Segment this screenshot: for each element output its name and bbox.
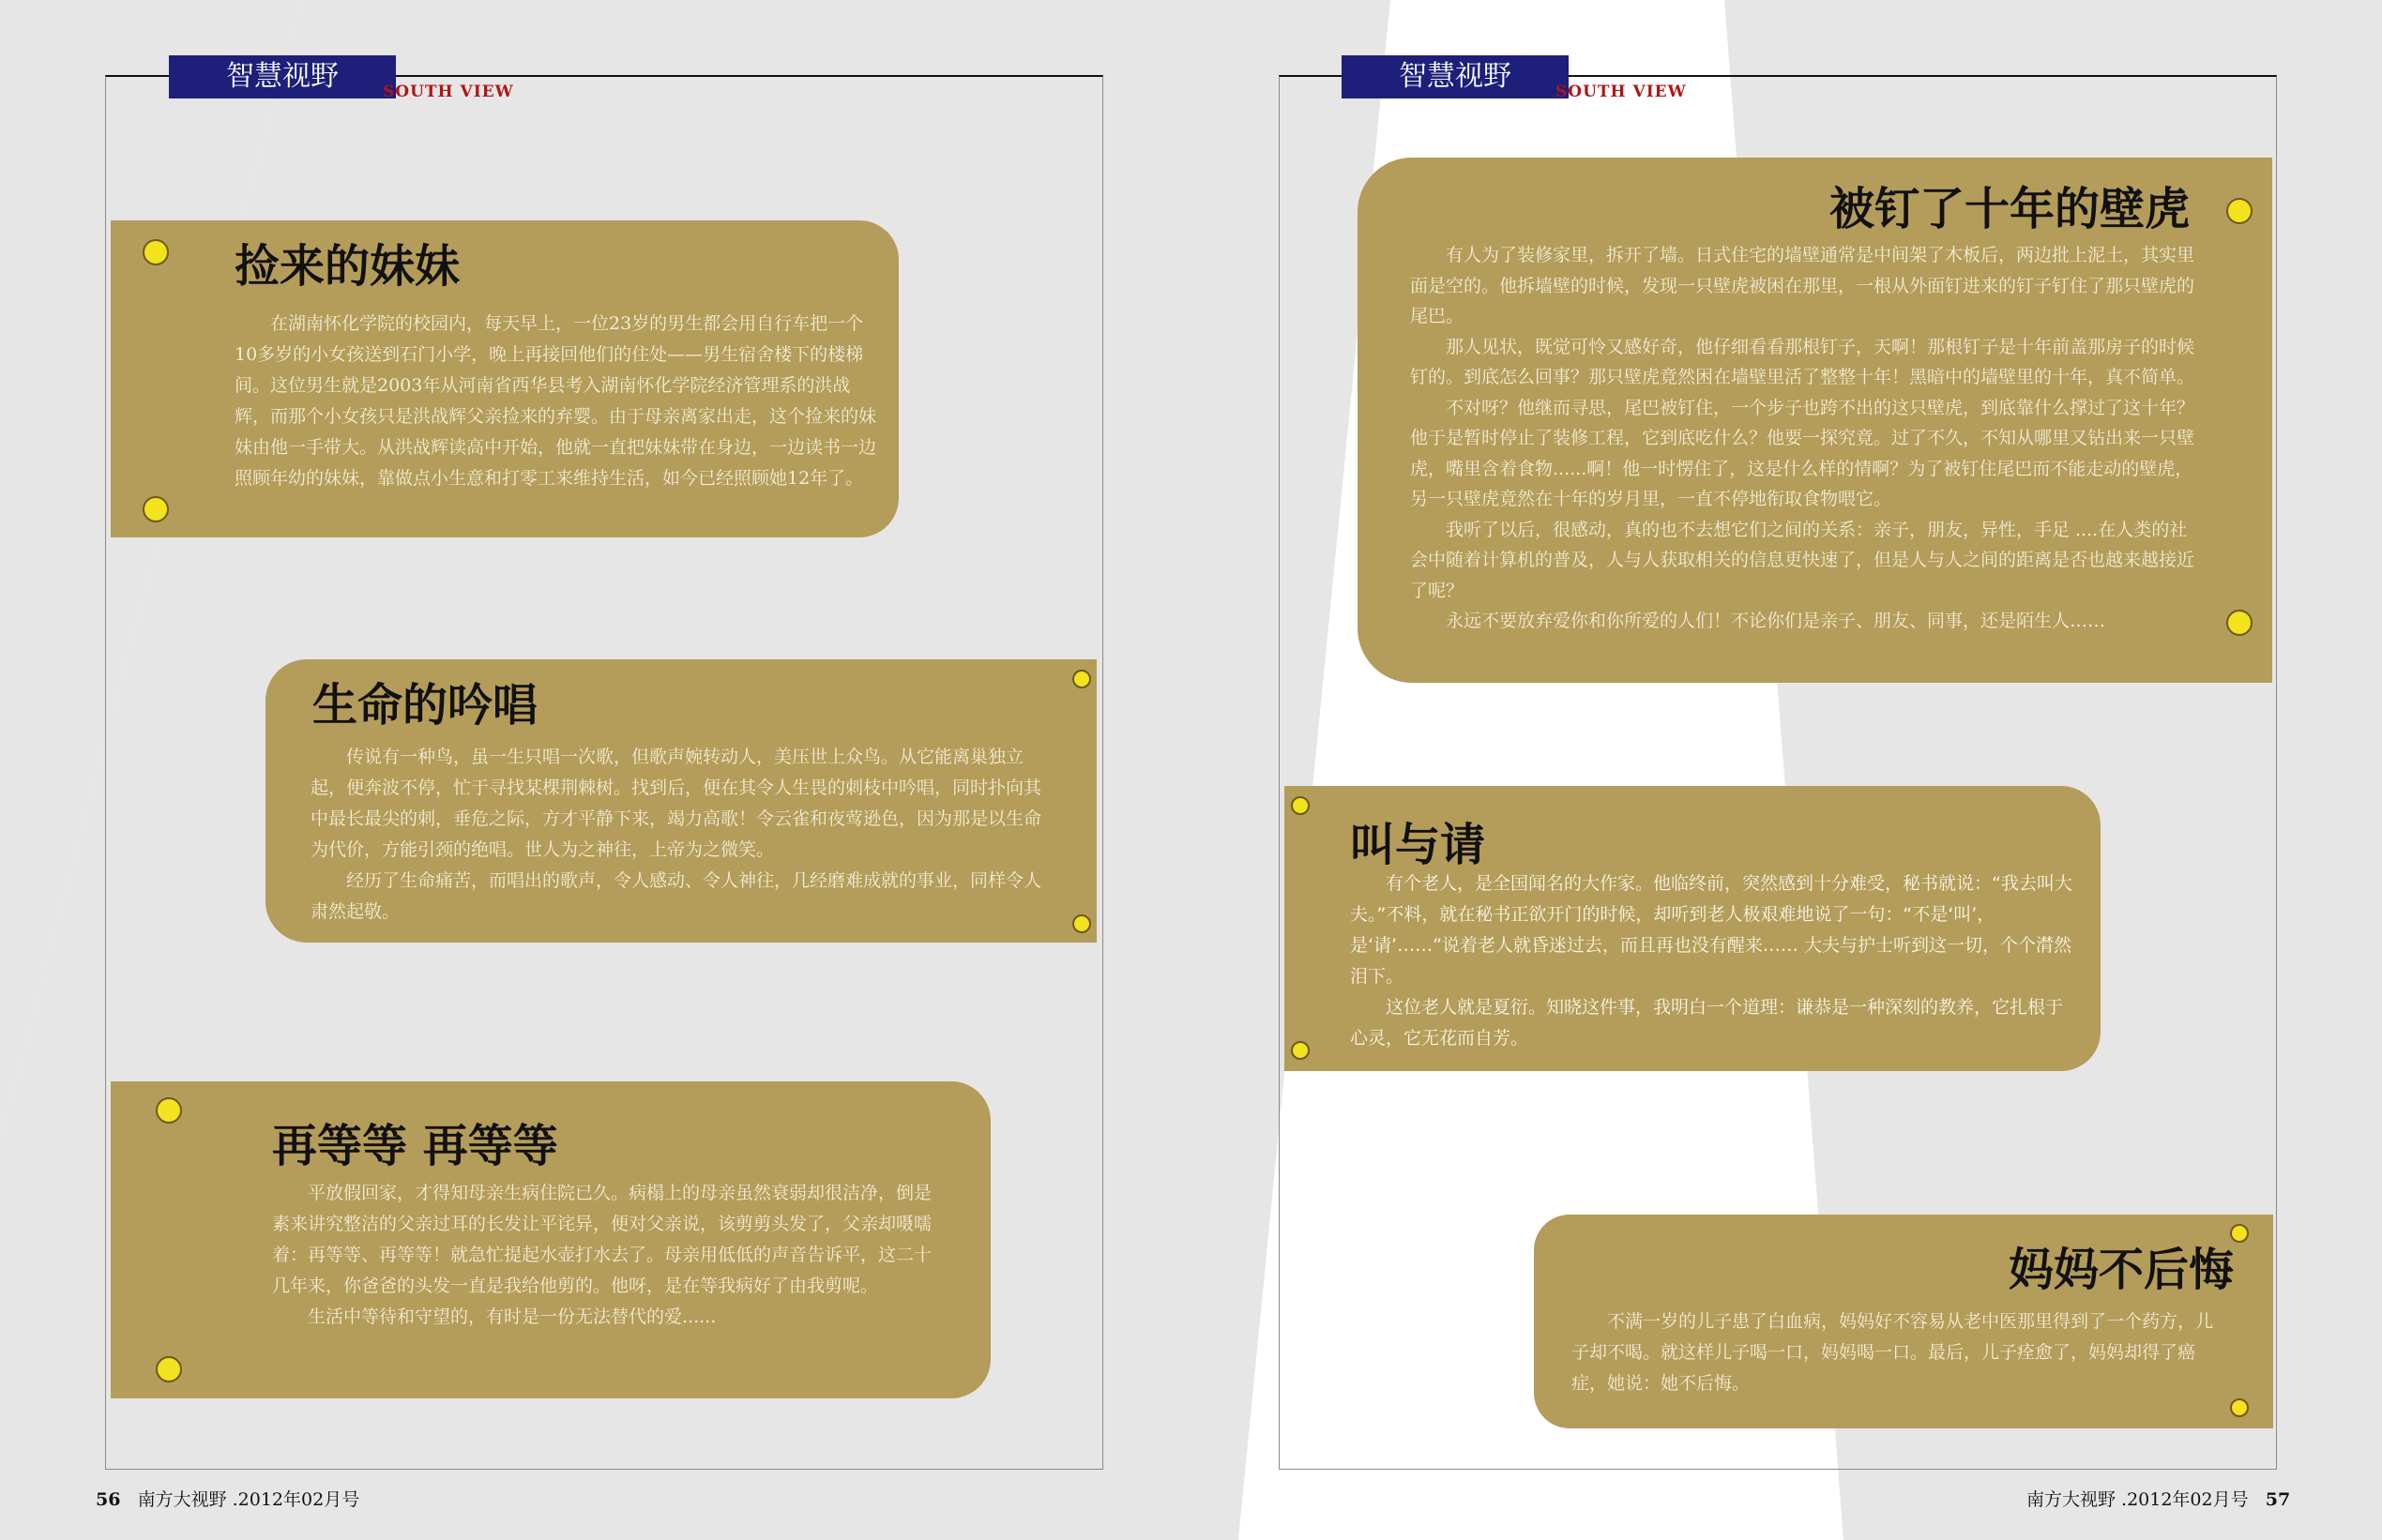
story-box-wait-a-little xyxy=(111,1081,991,1398)
story-paragraph: 永远不要放弃爱你和你所爱的人们！不论你们是亲子、朋友、同事，还是陌生人…… xyxy=(1446,611,2106,631)
story-paragraph: 不对呀？他继而寻思，尾巴被钉住，一个步子也跨不出的这只壁虎，到底靠什么撑过了这十年？他于是暂时停止了装修工程，它到底吃什么？他要一探究竟。过了不久，不知从哪里又钻出来一只壁虎，嘴里含着食物......啊！他一时愣住了，这是什么样的情啊？为了被钉住尾巴而不能走动的壁虎，另一只壁虎竟然在十年的岁月里，一直不停地衔取食物喂它。 xyxy=(1410,397,2195,509)
issue-label: 南方大视野 .2012年02月号 xyxy=(2026,1489,2249,1510)
page-number: 56 xyxy=(96,1489,121,1510)
story-paragraph: 在湖南怀化学院的校园内，每天早上，一位23岁的男生都会用自行车把一个10多岁的小女孩送到石门小学，晚上再接回他们的住处——男生宿舍楼下的楼梯间。这位男生就是2003年从河南省西华县考入湖南怀化学院经济管理系的洪战辉，而那个小女孩只是洪战辉父亲捡来的弃婴。由于母亲离家出走，这个捡来的妹妹由他一手带大。从洪战辉读高中开始，他就一直把妹妹带在身边，一边读书一边照顾年幼的妹妹，靠做点小生意和打零工来维持生活，如今已经照顾她12年了。 xyxy=(235,313,877,489)
decor-dot xyxy=(1291,1041,1310,1060)
right-footer xyxy=(2026,1486,2290,1511)
story-title: 妈妈不后悔 xyxy=(2008,1244,2234,1296)
story-paragraph: 有个老人，是全国闻名的大作家。他临终前，突然感到十分难受，秘书就说：“我去叫大夫。”不料，就在秘书正欲开门的时候，却听到老人极艰难地说了一句：“不是‘叫’，是‘请’……”说着老人就昏迷过去，而且再也没有醒来…… 大夫与护士听到这一切，个个潸然泪下。 xyxy=(1350,873,2072,987)
left-header-subtitle: SOUTH VIEW xyxy=(383,83,514,101)
decor-dot xyxy=(1072,670,1091,688)
issue-label: 南方大视野 .2012年02月号 xyxy=(137,1489,360,1510)
story-paragraph: 不满一岁的儿子患了白血病，妈妈好不容易从老中医那里得到了一个药方，儿子却不喝。就这样儿子喝一口，妈妈喝一口。最后，儿子痊愈了，妈妈却得了癌症，她说：她不后悔。 xyxy=(1571,1311,2214,1394)
story-box-call-and-invite xyxy=(1284,786,2101,1071)
story-paragraph: 有人为了装修家里，拆开了墙。日式住宅的墙壁通常是中间架了木板后，两边批上泥土，其实里面是空的。他拆墙壁的时候，发现一只壁虎被困在那里，一根从外面钉进来的钉子钉住了那只壁虎的尾巴。 xyxy=(1410,245,2195,326)
story-paragraph: 我听了以后，很感动，真的也不去想它们之间的关系：亲子，朋友，异性，手足 ....在人类的社会中随着计算机的普及，人与人获取相关的信息更快速了，但是人与人之间的距离是否也越来越接近了呢？ xyxy=(1410,519,2195,601)
story-paragraph: 传说有一种鸟，虽一生只唱一次歌，但歌声婉转动人，美压世上众鸟。从它能离巢独立起，便奔波不停，忙于寻找某棵荆棘树。找到后，便在其令人生畏的刺枝中吟唱，同时扑向其中最长最尖的刺，垂危之际，方才平静下来，竭力高歌！令云雀和夜莺逊色，因为那是以生命为代价，方能引颈的绝唱。世人为之神往，上帝为之微笑。 xyxy=(311,747,1042,860)
page-number: 57 xyxy=(2265,1489,2291,1510)
story-body xyxy=(1571,1306,2224,1399)
left-footer xyxy=(96,1486,359,1511)
story-body xyxy=(235,309,882,494)
story-box-mother-no-regret xyxy=(1534,1215,2273,1428)
story-paragraph: 经历了生命痛苦，而唱出的歌声，令人感动、令人神往，几经磨难成就的事业，同样令人肃然起敬。 xyxy=(311,870,1042,922)
story-body xyxy=(311,742,1054,928)
story-title: 生命的吟唱 xyxy=(312,679,539,732)
decor-dot xyxy=(2230,1398,2249,1417)
story-box-gecko xyxy=(1358,158,2272,683)
story-paragraph: 那人见状，既觉可怜又感好奇，他仔细看看那根钉子，天啊！那根钉子是十年前盖那房子的时候钉的。到底怎么回事？那只壁虎竟然困在墙壁里活了整整十年！黑暗中的墙壁里的十年，真不简单。 xyxy=(1410,336,2195,387)
left-header-tab: 智慧视野 xyxy=(169,55,396,98)
decor-dot xyxy=(2226,198,2253,224)
decor-dot xyxy=(1072,914,1091,933)
story-body xyxy=(1410,240,2196,637)
right-header-tab: 智慧视野 xyxy=(1342,55,1569,98)
story-paragraph: 这位老人就是夏衍。知晓这件事，我明白一个道理：谦恭是一种深刻的教养，它扎根于心灵，它无花而自芳。 xyxy=(1350,997,2064,1049)
story-body xyxy=(272,1178,944,1333)
decor-dot xyxy=(1291,796,1310,815)
decor-dot xyxy=(143,496,169,522)
story-box-adopted-sister xyxy=(111,220,899,537)
story-title: 捡来的妹妹 xyxy=(235,240,461,293)
story-paragraph: 平放假回家，才得知母亲生病住院已久。病榻上的母亲虽然衰弱却很洁净，倒是素来讲究整洁的父亲过耳的长发让平诧异，便对父亲说，该剪剪头发了，父亲却嗫嚅着：再等等、再等等！就急忙提起水壶打水去了。母亲用低低的声音告诉平，这二十几年来，你爸爸的头发一直是我给他剪的。他呀，是在等我病好了由我剪呢。 xyxy=(272,1183,933,1296)
story-body xyxy=(1350,868,2072,1054)
decor-dot xyxy=(156,1356,182,1382)
story-title: 再等等 再等等 xyxy=(272,1120,558,1172)
decor-dot xyxy=(156,1097,182,1124)
decor-dot xyxy=(143,239,169,265)
story-title: 被钉了十年的壁虎 xyxy=(1828,183,2190,235)
decor-dot xyxy=(2226,610,2253,636)
story-box-song-of-life xyxy=(266,659,1097,943)
right-header-subtitle: SOUTH VIEW xyxy=(1555,83,1687,101)
story-title: 叫与请 xyxy=(1350,819,1486,871)
story-paragraph: 生活中等待和守望的，有时是一份无法替代的爱...... xyxy=(308,1306,717,1327)
